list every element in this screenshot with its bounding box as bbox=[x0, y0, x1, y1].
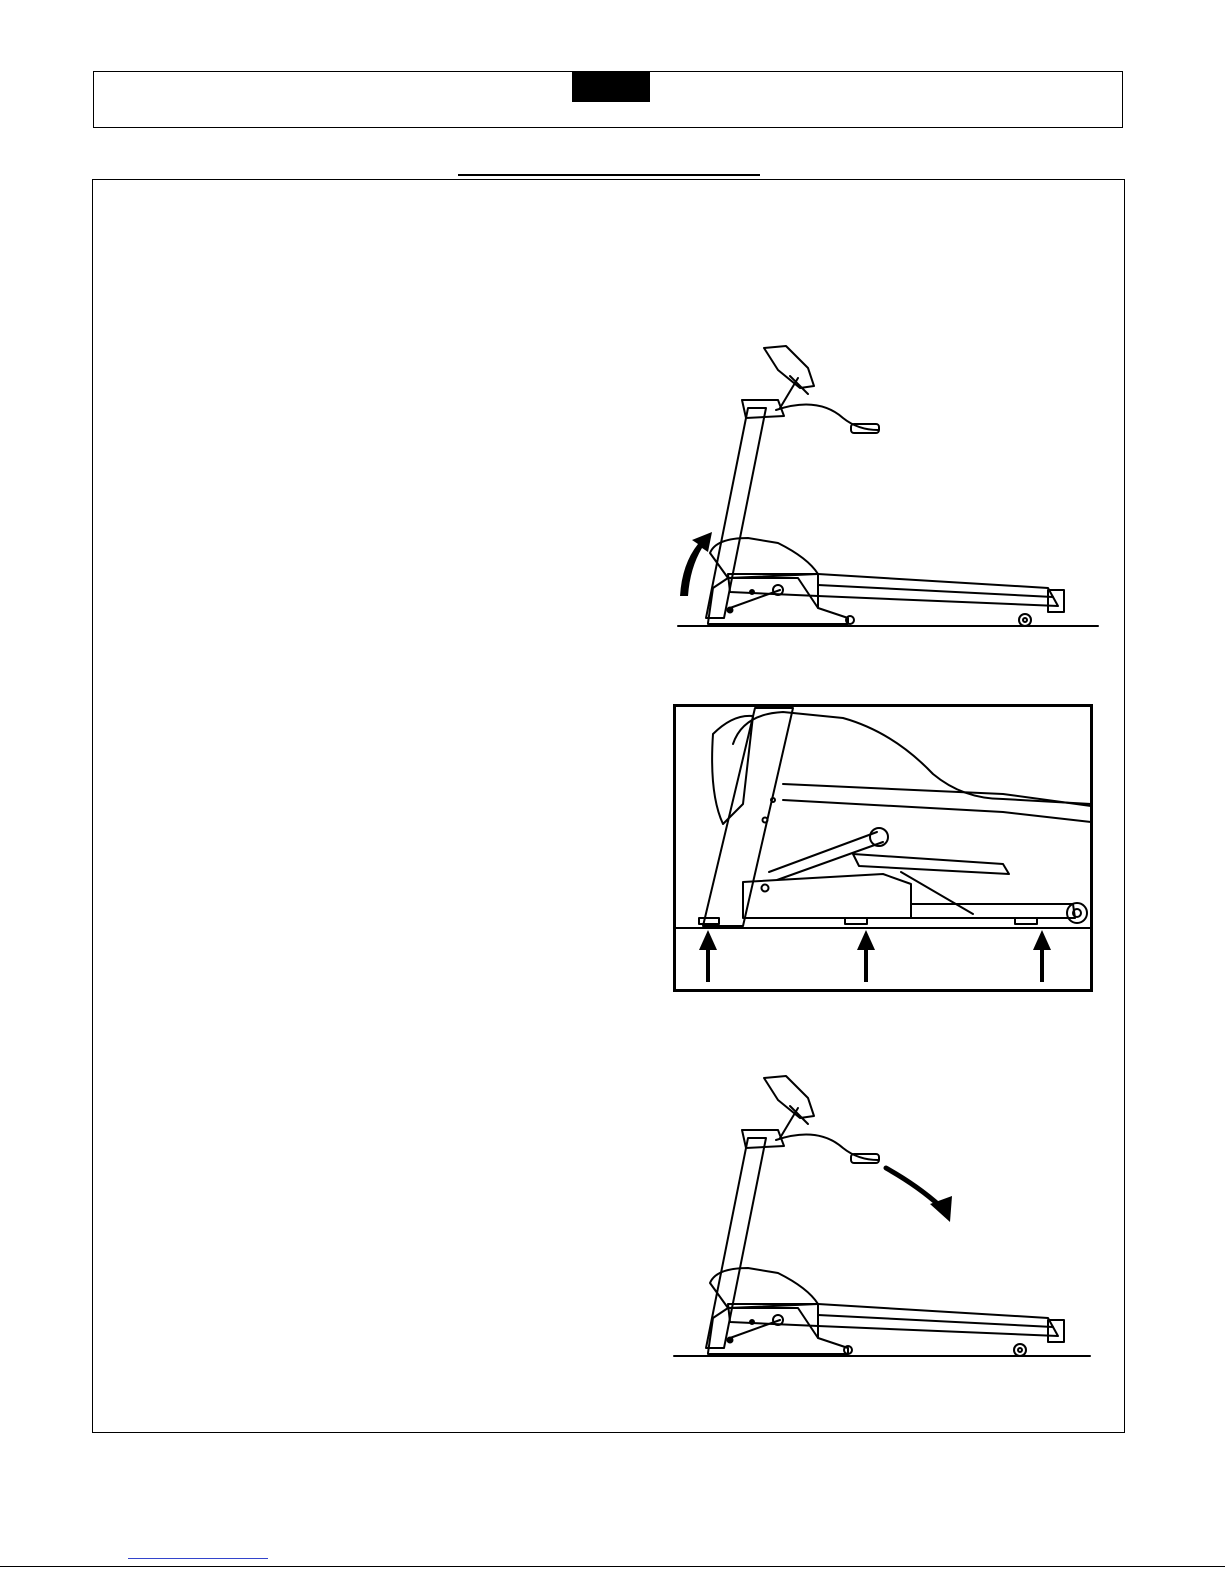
footer-rule bbox=[0, 1566, 1225, 1567]
figure-treadmill-lower bbox=[668, 1068, 1103, 1368]
treadmill-side-view-icon bbox=[668, 338, 1103, 638]
support-arrow-left-icon bbox=[699, 930, 717, 982]
figure-treadmill-lift bbox=[668, 338, 1103, 638]
footer-link[interactable] bbox=[128, 1558, 268, 1559]
section-title-underline bbox=[458, 174, 760, 176]
support-arrow-middle-icon bbox=[857, 930, 875, 982]
treadmill-base-detail-icon bbox=[673, 704, 1093, 992]
header-box bbox=[93, 71, 1123, 128]
treadmill-side-view-icon bbox=[668, 1068, 1103, 1368]
header-tab bbox=[572, 71, 650, 102]
lift-arrow-icon bbox=[680, 532, 712, 596]
support-arrow-right-icon bbox=[1033, 930, 1051, 982]
figure-base-detail bbox=[673, 704, 1093, 992]
lower-arrow-icon bbox=[886, 1168, 952, 1222]
